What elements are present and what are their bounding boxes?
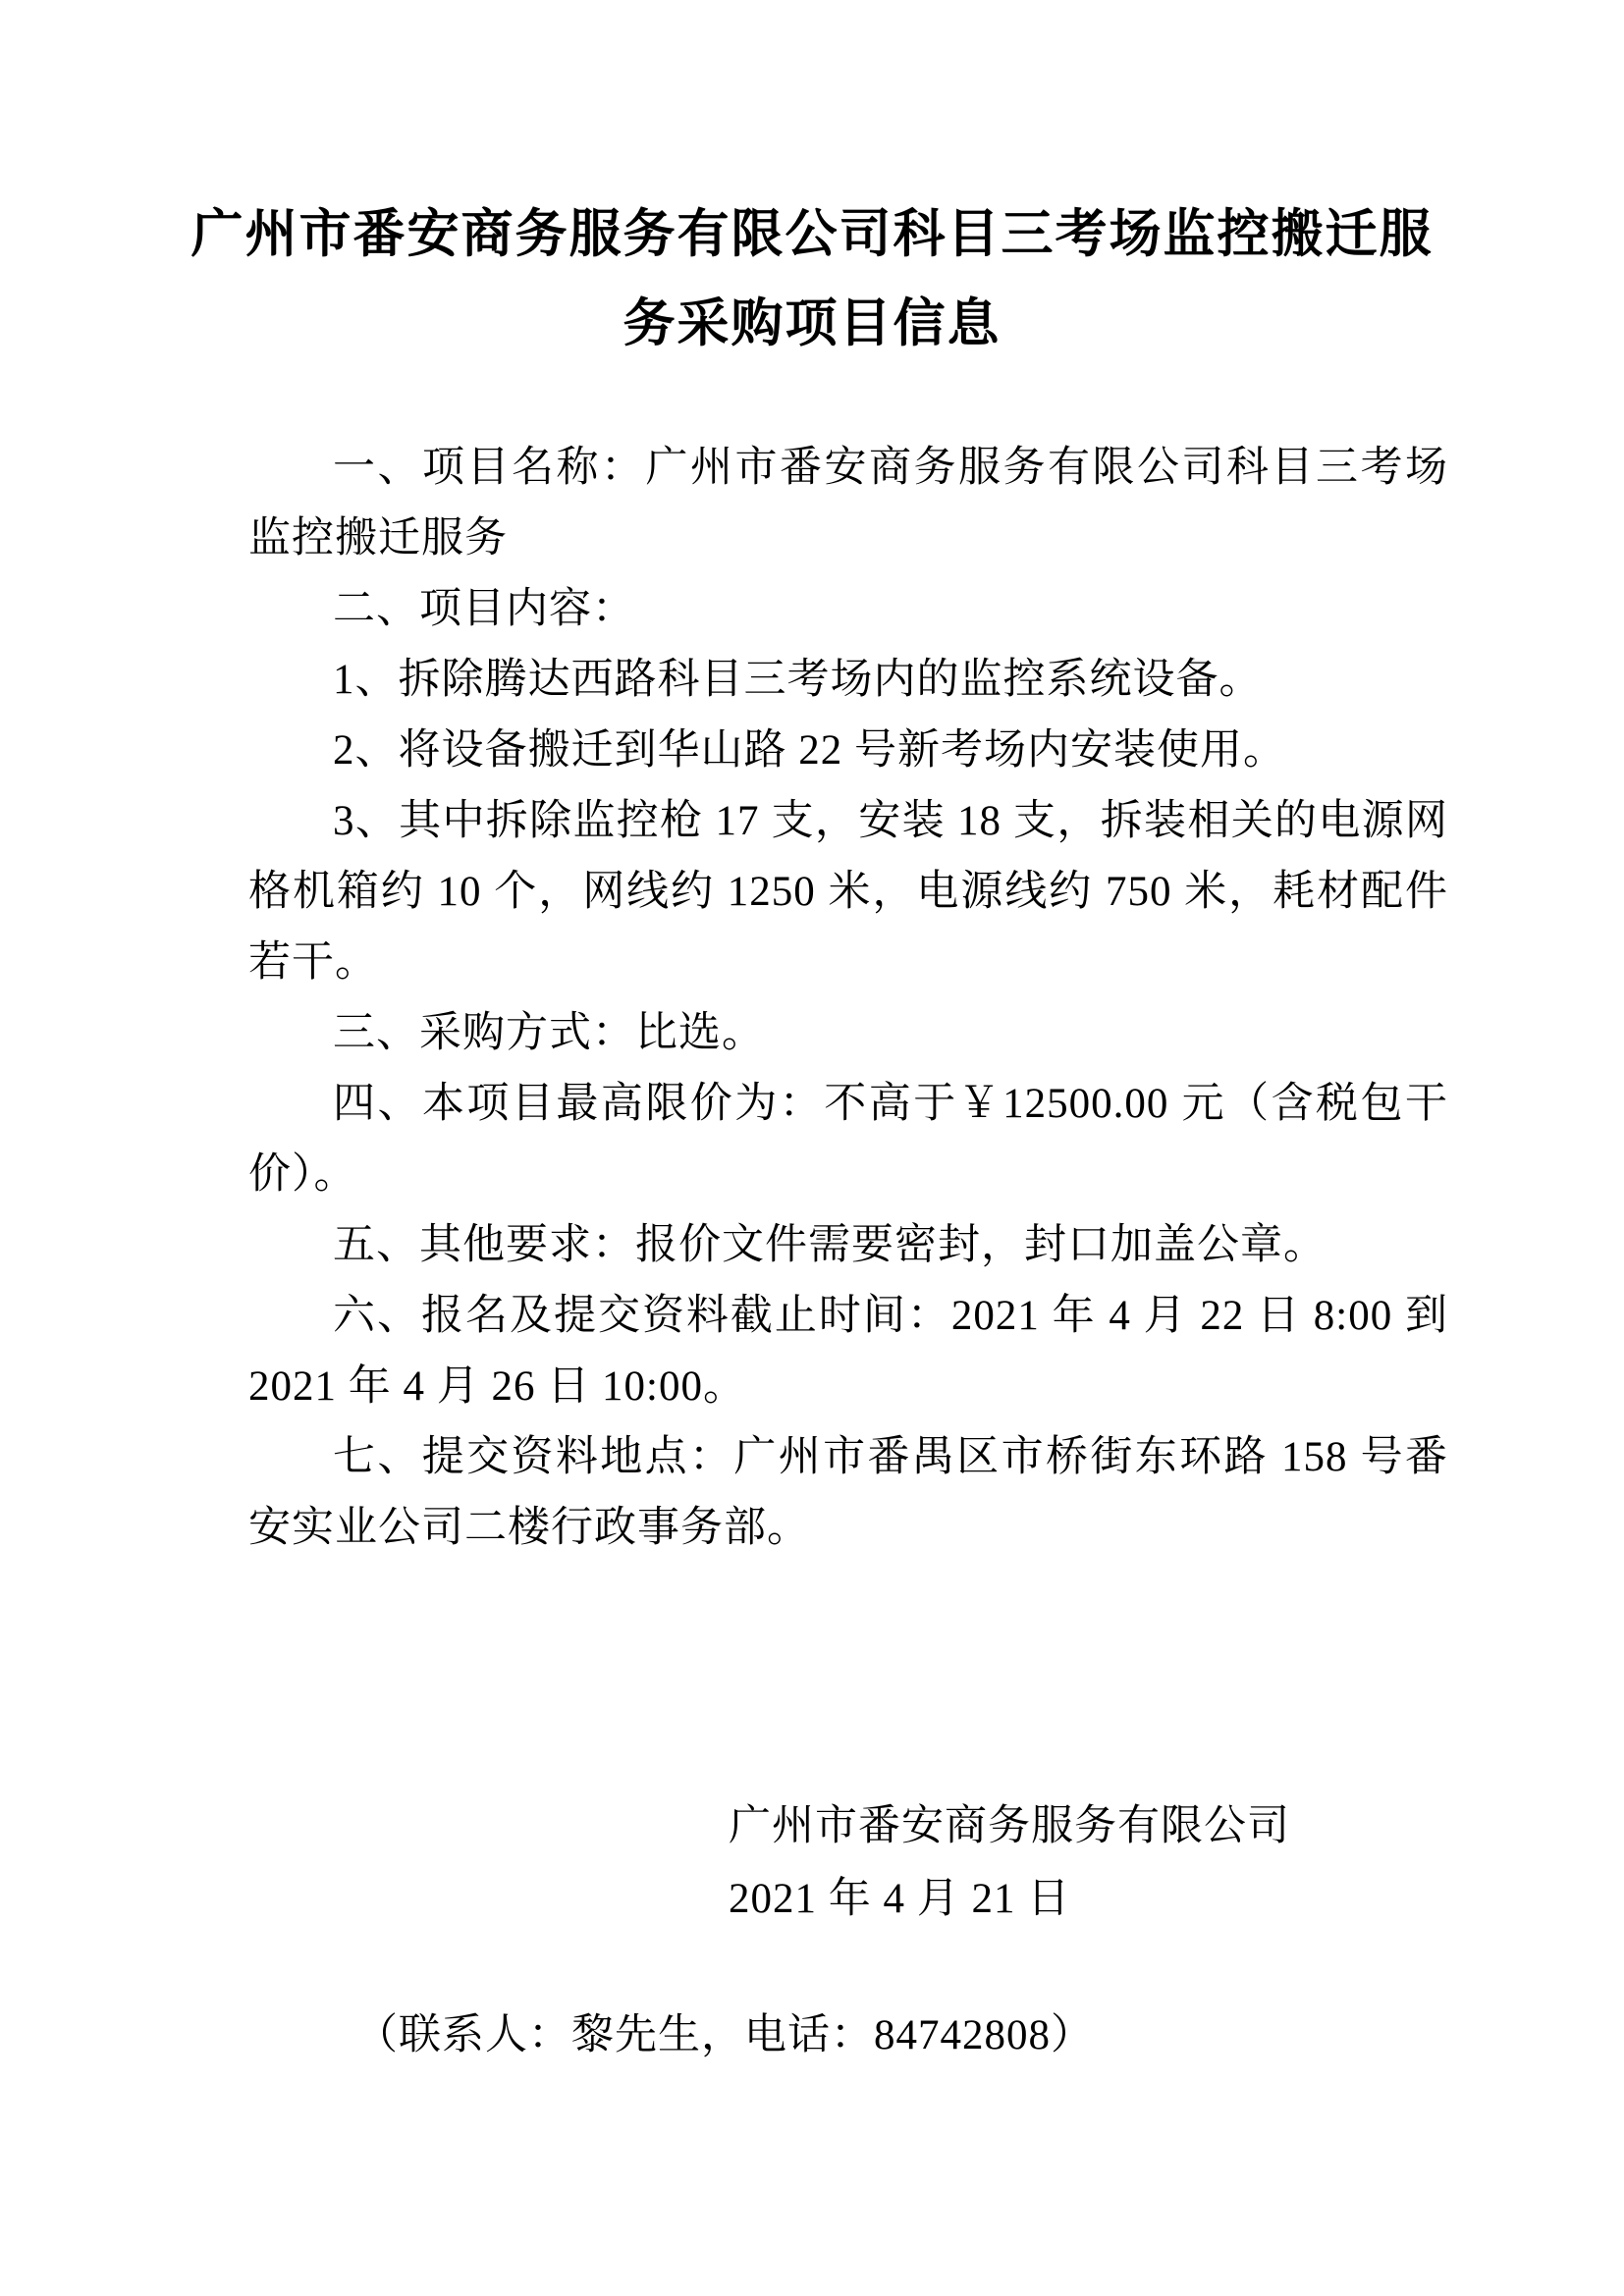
doc-paragraph-other-requirements: 五、其他要求：报价文件需要密封，封口加盖公章。	[333, 1222, 1326, 1268]
signature-company-name: 广州市番安商务服务有限公司	[729, 1803, 1290, 1849]
doc-paragraph-content-item-3: 3、其中拆除监控枪 17 支，安装 18 支，拆装相关的电源网格机箱约 10 个，网线约 1250 米，电源线约 750 米，耗材配件若干。	[248, 798, 1448, 986]
doc-paragraph-project-name: 一、项目名称：广州市番安商务服务有限公司科目三考场监控搬迁服务	[248, 445, 1448, 561]
doc-paragraph-procurement-method: 三、采购方式：比选。	[333, 1010, 765, 1056]
page-title	[157, 190, 1467, 369]
doc-paragraph-project-content-heading: 二、项目内容：	[333, 586, 635, 632]
signature-block	[729, 1790, 1290, 1936]
page-title-line2: 务采购项目信息	[623, 295, 1001, 352]
doc-paragraph-submission-address: 七、提交资料地点：广州市番禺区市桥街东环路 158 号番安实业公司二楼行政事务部。	[248, 1434, 1448, 1551]
signature-date: 2021 年 4 月 21 日	[729, 1876, 1071, 1922]
page-title-line1: 广州市番安商务服务有限公司科目三考场监控搬迁服	[190, 206, 1434, 263]
doc-paragraph-price-limit: 四、本项目最高限价为：不高于￥12500.00 元（含税包干价）。	[248, 1081, 1448, 1198]
doc-paragraph-content-item-1: 1、拆除腾达西路科目三考场内的监控系统设备。	[333, 657, 1263, 703]
contact-line: （联系人：黎先生，电话：84742808）	[355, 2012, 1094, 2058]
doc-paragraph-content-item-2: 2、将设备搬迁到华山路 22 号新考场内安装使用。	[333, 727, 1286, 774]
doc-paragraph-deadline: 六、报名及提交资料截止时间：2021 年 4 月 22 日 8:00 到 2021 年 4 月 26 日 10:00。	[248, 1293, 1448, 1410]
document-body	[248, 433, 1448, 1564]
